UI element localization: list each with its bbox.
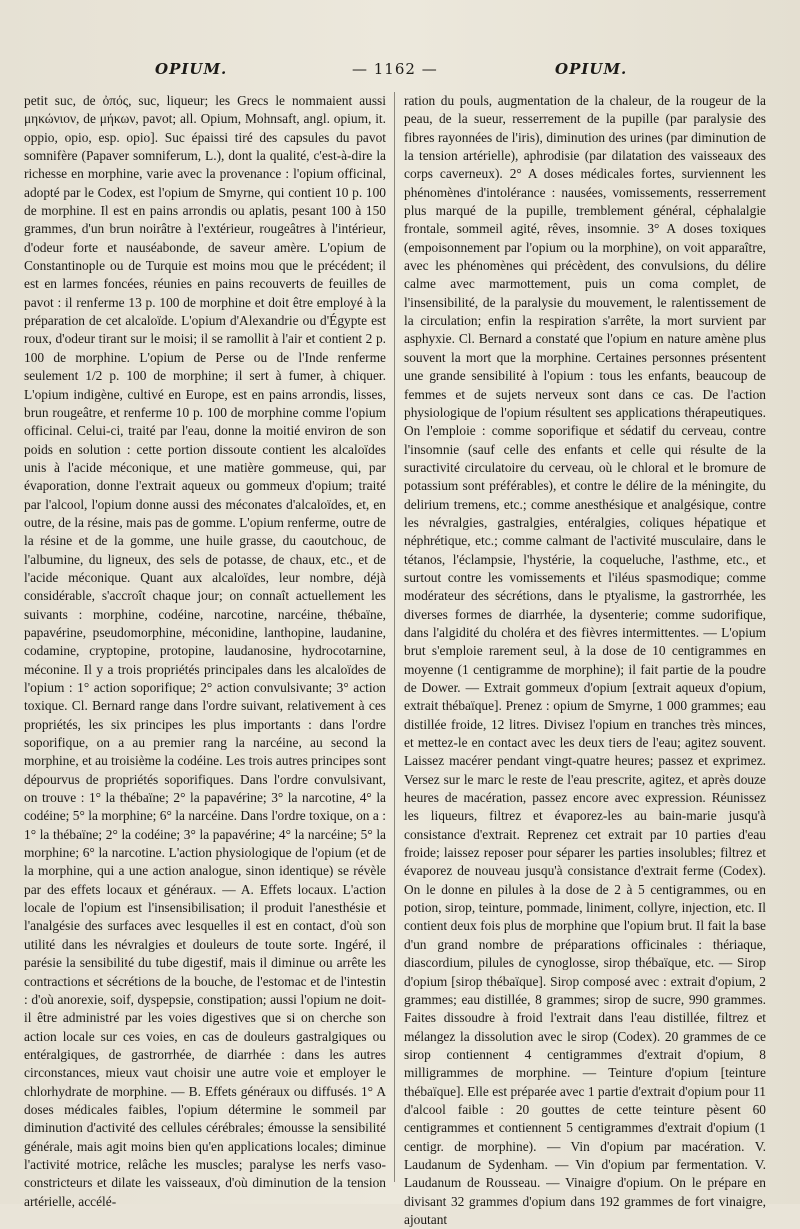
header-left-title: OPIUM. bbox=[155, 60, 228, 78]
left-column-text: petit suc, de ὀπός, suc, liqueur; les Grecs le nommaient aussi μηκώνιον, de μήκων, pavot; all. Opium, Mohnsaft, angl. opium, it. oppio, opio, esp. opio]. Suc épaissi tiré des capsules du pavot somnifère (Papaver somniferum, L.), dont la qualité, c'est-à-dire la richesse en morphine, varie avec la provenance : l'opium officinal, adopté par le Codex, est l'opium de Smyrne, qui contient 10 p. 100 de morphine. Il est en pains arrondis ou aplatis, pesant 100 à 150 grammes, d'un brun noirâtre à l'extérieur, rougeâtres à l'intérieur, d'odeur forte et nauséabonde, de saveur amère. L'opium de Constantinople ou de Turquie est moins mou que le précédent; il est en larmes foncées, réunies en pains recouverts de feuilles de pavot : il renferme 13 p. 100 de morphine et doit être employé à la préparation de cet alcaloïde. L'opium d'Alexandrie ou d'Égypte est roux, d'odeur tirant sur le moisi; il se ramollit à l'air et contient 2 p. 100 de morphine. L'opium de Perse ou de l'Inde renferme seulement 1/2 p. 100 de morphine; il sert à fumer, à chiquer. L'opium indigène, cultivé en Europe, est en pains arrondis, lisses, brun rougeâtre, et renferme 10 p. 100 de morphine comme l'opium officinal. Celui-ci, traité par l'eau, donne la moitié environ de son poids en solution : cette portion dissoute contient les alcaloïdes unis à l'acide méconique, et une matière gommeuse, qui, par évaporation, donne l'extrait aqueux ou gommeux d'opium; traité par l'alcool, l'opium donne aussi des méconates d'alcaloïdes, et, en outre, de la résine, mais pas de gomme. L'opium renferme, outre de la résine et de la gomme, une huile grasse, du caoutchouc, de l'albumine, du ligneux, des sels de potasse, de chaux, etc., et de l'acide méconique. Quant aux alcaloïdes, leur nombre, déjà considérable, s'accroît chaque jour; on connaît actuellement les suivants : morphine, codéine, narcotine, narcéine, thébaïne, papavérine, pseudomorphine, méconidine, lanthopine, laudanine, codamine, cryptopine, protopine, laudanosine, hydrocotarnine, méconine. Il y a trois propriétés principales dans les alcaloïdes de l'opium : 1° action soporifique; 2° action convulsivante; 3° action toxique. Cl. Bernard range dans l'ordre suivant, relativement à ces propriétés, les six principes les plus importants : dans l'ordre soporifique, on a au premier rang la narcéine, au second la morphine, et au troisième la codéine. Les trois autres principes sont dépourvus de propriétés soporifiques. Dans l'ordre convulsivant, on trouve : 1° la thébaïne; 2° la papavérine; 3° la narcotine, 4° la codéine; 5° la morphine; 6° la narcéine. Dans l'ordre toxique, on a : 1° la thébaïne; 2° la codéine; 3° la papavérine; 4° la narcéine; 5° la morphine; 6° la narcotine. L'action physiologique de l'opium (et de la morphine, qui a une action analogue, sinon identique) se révèle par des effets locaux et généraux. — A. Effets locaux. L'action locale de l'opium est l'insensibilisation; il produit l'anesthésie et l'analgésie des surfaces avec lesquelles il est en contact, d'où son utilité dans les névralgies et douleurs de toute sorte. Ingéré, il parésie la sensibilité du tube digestif, mais il diminue ou arrête les contractions et sécrétions de la bouche, de l'estomac et de l'intestin : d'où anorexie, soif, dyspepsie, constipation; aussi l'opium ne doit-il être administré par les voies digestives que si on cherche son action locale sur ces voies, en cas de douleurs gastralgiques ou entéralgiques, de gastrorrhée, de diarrhée : dans les autres circonstances, mieux vaut choisir une autre voie et employer le chlorhydrate de morphine. — B. Effets généraux ou diffusés. 1° A doses médicales faibles, l'opium détermine le sommeil par diminution d'activité des cellules cérébrales; émousse la sensibilité générale, mais agit moins bien qu'en applications locales; diminue l'activité motrice, relâche les muscles; paralyse les nerfs vaso-constricteurs et dilate les vaisseaux, d'où diminution de la tension artérielle, accélé- bbox=[24, 93, 386, 1209]
right-column-text: ration du pouls, augmentation de la chaleur, de la rougeur de la peau, de la sueur, resserrement de la pupille (par paralysie des fibres rayonnées de l'iris), diminution des urines (par diminution de la tension artérielle), aphrodisie (par dilatation des vaisseaux des corps caverneux). 2° A doses médicales fortes, surviennent les phénomènes d'intolérance : nausées, vomissements, resserrement plus marqué de la pupille, tremblement général, céphalalgie frontale, sommeil agité, rêves, insomnie. 3° A doses toxiques (empoisonnement par l'opium ou la morphine), on voit apparaître, avec les phénomènes qui précèdent, des convulsions, du délire calme avec marmottement, puis un coma complet, de l'insensibilité, de la paralysie du mouvement, le ralentissement de la circulation; enfin la respiration s'arrête, la mort survient par asphyxie. Cl. Bernard a constaté que l'opium en nature amène plus souvent la mort que la morphine. Certaines personnes présentent une grande sensibilité à l'opium : tous les enfants, beaucoup de femmes et de sujets nerveux sont dans ce cas. De l'action physiologique de l'opium résultent ses applications thérapeutiques. On l'emploie : comme soporifique et sédatif du cerveau, contre l'insomnie (sauf celle des enfants et celle qui résulte de la suractivité circulatoire du cerveau, où le chloral et le bromure de potassium sont préférables), et contre le délire de la méningite, du delirium tremens, etc.; comme anesthésique et analgésique, contre les névralgies, gastralgies, entéralgies, coliques hépatique et néphrétique, etc.; comme calmant de l'activité musculaire, dans le tétanos, l'éclampsie, l'hystérie, la coqueluche, l'asthme, etc., et surtout contre les vomissements et l'iléus spasmodique; comme modérateur des sécrétions, dans le ptyalisme, la gastrorrhée, les diverses formes de diarrhée, la dysenterie; comme sudorifique, dans l'algidité du choléra et des fièvres intermittentes. — L'opium brut s'emploie rarement seul, à la dose de 10 centigrammes en moyenne (1 centigramme de morphine); il fait partie de la poudre de Dower. — Extrait gommeux d'opium [extrait aqueux d'opium, extrait thébaïque]. Prenez : opium de Smyrne, 1 000 grammes; eau distillée froide, 12 litres. Divisez l'opium en tranches très minces, et mettez-le en contact avec les deux tiers de l'eau; agitez souvent. Laissez macérer pendant vingt-quatre heures; passez et exprimez. Versez sur le marc le reste de l'eau prescrite, agitez, et après douze heures de macération, passez encore avec expression. Réunissez les liqueurs, filtrez et évaporez-les au bain-marie jusqu'à consistance d'extrait. Reprenez cet extrait par 10 parties d'eau froide; laissez reposer pour séparer les parties insolubles; filtrez et évaporez de nouveau jusqu'à consistance d'extrait ferme (Codex). On le donne en pilules à la dose de 2 à 5 centigrammes, ou en potion, sirop, teinture, pommade, liniment, collyre, injection, etc. Il contient deux fois plus de morphine que l'opium brut. Il fait la base d'un grand nombre de préparations officinales : thériaque, diascordium, pilules de cynoglosse, sirop thébaïque, etc. — Sirop d'opium [sirop thébaïque]. Sirop composé avec : extrait d'opium, 2 grammes; eau distillée, 8 grammes; sirop de sucre, 990 grammes. Faites dissoudre à froid l'extrait dans l'eau distillée, filtrez et mélangez la dissolution avec le sirop (Codex). 20 grammes de ce sirop contiennent 4 centigrammes d'extrait d'opium, 8 milligrammes de morphine. — Teinture d'opium [teinture thébaïque]. Elle est préparée avec 1 partie d'extrait d'opium pour 11 d'alcool faible : 20 gouttes de cette teinture pèsent 60 centigrammes et contiennent 5 centigrammes d'extrait d'opium (1 centigr. de morphine). — Vin d'opium par macération. V. Laudanum de Sydenham. — Vin d'opium par fermentation. V. Laudanum de Rousseau. — Vinaigre d'opium. On le prépare en divisant 32 grammes d'opium dans 192 grammes de fort vinaigre, ajoutant bbox=[404, 93, 766, 1227]
right-column bbox=[404, 92, 766, 1227]
column-divider bbox=[394, 92, 395, 1182]
header-right-title: OPIUM. bbox=[555, 60, 628, 78]
left-column bbox=[24, 92, 386, 1209]
running-header bbox=[0, 60, 800, 84]
page-number: — 1162 — bbox=[352, 60, 438, 78]
